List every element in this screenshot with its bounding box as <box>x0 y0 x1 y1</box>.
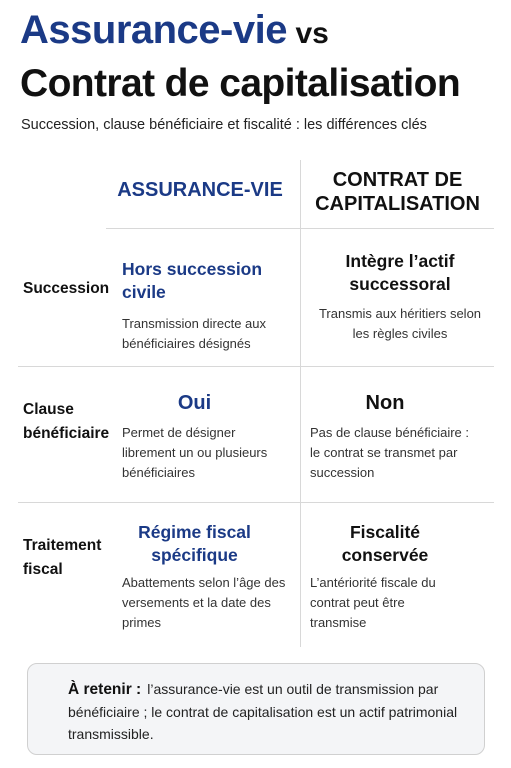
cell-detail: Transmis aux héritiers selon les règles civiles <box>318 306 482 341</box>
cell-heading: Hors succession civile <box>122 259 263 302</box>
cell-fiscal-contrat <box>310 521 490 633</box>
page-title-line1 <box>20 10 329 50</box>
cell-detail: Abattements selon l’âge des versements et la date des primes <box>122 575 286 630</box>
column-divider <box>300 160 301 647</box>
header-divider <box>106 228 494 229</box>
cell-heading: Intègre l’actif successoral <box>345 251 455 294</box>
row-label-clause: Clause bénéficiaire <box>23 401 110 442</box>
cell-detail: Pas de clause bénéficiaire : le contrat se transmet par succession <box>310 425 469 480</box>
cell-heading: Non <box>365 392 405 414</box>
cell-heading: Oui <box>177 392 212 414</box>
summary-text: l’assurance-vie est un outil de transmission par bénéficiaire ; le contrat de capitalisation est un actif patrimonial transmissible. <box>68 681 458 742</box>
row-divider-1 <box>18 366 494 367</box>
cell-clause-assurance <box>122 392 294 483</box>
cell-fiscal-assurance <box>122 521 294 633</box>
cell-heading: Régime fiscal spécifique <box>138 522 251 565</box>
row-label-fiscal: Traitement fiscal <box>23 537 102 578</box>
summary-box <box>27 663 485 755</box>
page-title-line2: Contrat de capitalisation <box>20 62 461 105</box>
summary-text-block <box>68 678 468 745</box>
cell-clause-contrat <box>310 392 490 483</box>
title-assurance-vie: Assurance-vie <box>20 8 287 52</box>
cell-detail: Transmission directe aux bénéficiaires désignés <box>122 316 267 351</box>
cell-succession-assurance <box>122 258 294 354</box>
cell-succession-contrat <box>310 250 490 344</box>
summary-lead: À retenir : <box>68 681 142 698</box>
cell-detail: Permet de désigner librement un ou plusieurs bénéficiaires <box>122 425 268 480</box>
title-vs: vs <box>295 17 329 50</box>
column-header-assurance-vie: ASSURANCE-VIE <box>117 179 283 201</box>
row-divider-2 <box>18 502 494 503</box>
row-label-succession: Succession <box>23 280 110 297</box>
page-subtitle: Succession, clause bénéficiaire et fiscalité : les différences clés <box>21 117 427 133</box>
cell-detail: L’antériorité fiscale du contrat peut être transmise <box>310 575 436 630</box>
column-header-contrat: CONTRAT DE CAPITALISATION <box>315 169 480 215</box>
cell-heading: Fiscalité conservée <box>341 522 429 565</box>
